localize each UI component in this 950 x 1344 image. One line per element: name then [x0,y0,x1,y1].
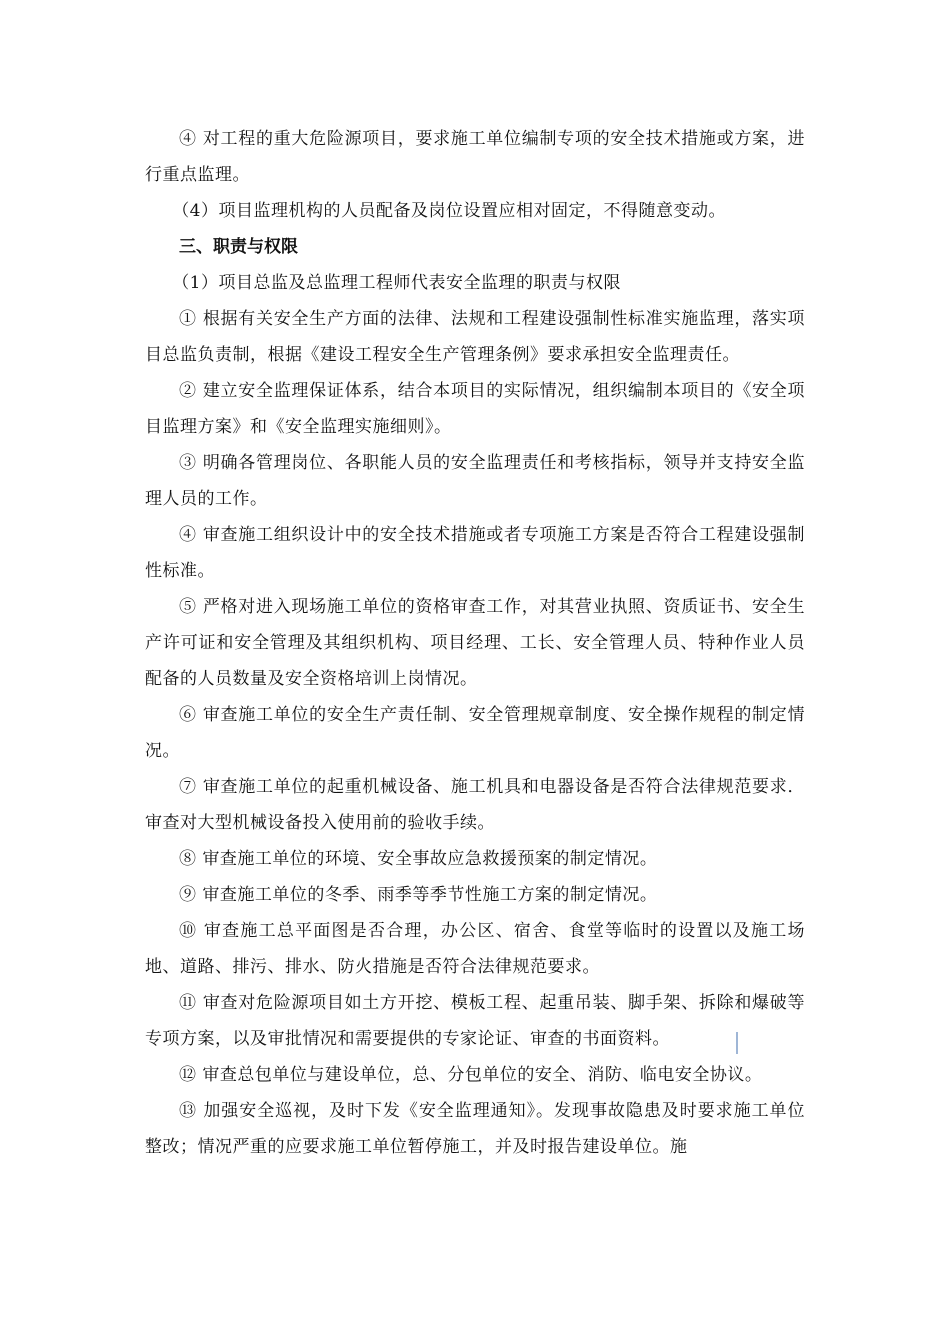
text-cursor [736,1032,738,1054]
paragraph-duty-6: ⑥ 审查施工单位的安全生产责任制、安全管理规章制度、安全操作规程的制定情况。 [145,705,805,761]
paragraph-staffing: （4）项目监理机构的人员配备及岗位设置应相对固定，不得随意变动。 [172,201,727,221]
paragraph-duty-10: ⑩ 审查施工总平面图是否合理，办公区、宿舍、食堂等临时的设置以及施工场地、道路、排污、排水、防火措施是否符合法律规范要求。 [145,921,805,977]
paragraph-duty-9: ⑨ 审查施工单位的冬季、雨季等季节性施工方案的制定情况。 [179,885,658,905]
paragraph-duty-1: ① 根据有关安全生产方面的法律、法规和工程建设强制性标准实施监理，落实项目总监负责制，根据《建设工程安全生产管理条例》要求承担安全监理责任。 [145,309,805,365]
paragraph-duty-5: ⑤ 严格对进入现场施工单位的资格审查工作，对其营业执照、资质证书、安全生产许可证和安全管理及其组织机构、项目经理、工长、安全管理人员、特种作业人员配备的人员数量及安全资格培训上岗情况。 [145,597,805,689]
paragraph-duty-13: ⑬ 加强安全巡视，及时下发《安全监理通知》。发现事故隐患及时要求施工单位整改；情况严重的应要求施工单位暂停施工，并及时报告建设单位。施 [145,1101,805,1157]
paragraph-duty-7: ⑦ 审查施工单位的起重机械设备、施工机具和电器设备是否符合法律规范要求．审查对大型机械设备投入使用前的验收手续。 [145,777,805,833]
paragraph-duty-4: ④ 审查施工组织设计中的安全技术措施或者专项施工方案是否符合工程建设强制性标准。 [145,525,805,581]
document-body [145,121,805,1165]
paragraph-duty-12: ⑫ 审查总包单位与建设单位，总、分包单位的安全、消防、临电安全协议。 [179,1065,763,1085]
paragraph-duty-2: ② 建立安全监理保证体系，结合本项目的实际情况，组织编制本项目的《安全项目监理方案》和《安全监理实施细则》。 [145,381,805,437]
section-heading-duties: 三、职责与权限 [179,237,298,257]
paragraph-duty-3: ③ 明确各管理岗位、各职能人员的安全监理责任和考核指标，领导并支持安全监理人员的工作。 [145,453,805,509]
paragraph-item-4-hazard: ④ 对工程的重大危险源项目，要求施工单位编制专项的安全技术措施或方案，进行重点监理。 [145,129,805,185]
paragraph-duty-8: ⑧ 审查施工单位的环境、安全事故应急救援预案的制定情况。 [179,849,658,869]
paragraph-duty-11: ⑪ 审查对危险源项目如土方开挖、模板工程、起重吊装、脚手架、拆除和爆破等专项方案，以及审批情况和需要提供的专家论证、审查的书面资料。 [145,993,805,1049]
subheading-chief-supervisor: （1）项目总监及总监理工程师代表安全监理的职责与权限 [172,273,622,293]
